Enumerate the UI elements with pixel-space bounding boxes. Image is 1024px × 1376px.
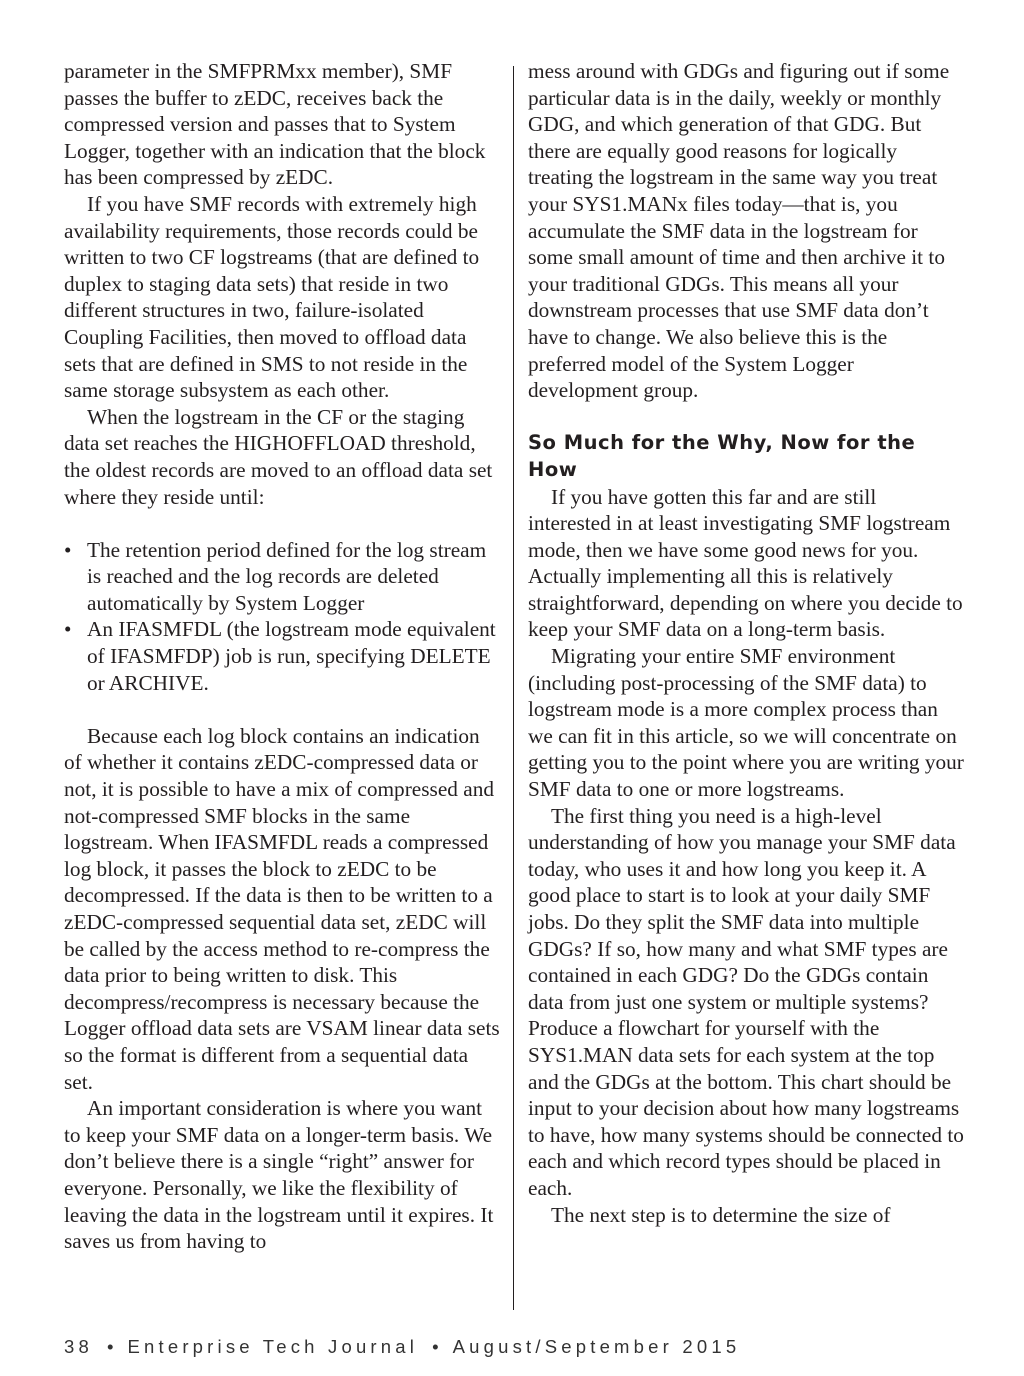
- column-divider: [513, 66, 514, 1310]
- footer-separator: •: [432, 1336, 439, 1357]
- bullet-list: [64, 537, 500, 697]
- paragraph: The next step is to determine the size of: [551, 1202, 891, 1227]
- bullet-item: • An IFASMFDL (the logstream mode equivalent of IFASMFDP) job is run, specifying DELETE or ARCHIVE.: [64, 616, 500, 696]
- page-footer: [64, 1336, 740, 1358]
- paragraph: When the logstream in the CF or the staging data set reaches the HIGHOFFLOAD threshold, the oldest records are moved to an offload data set where they reside until:: [64, 404, 493, 509]
- footer-separator: •: [106, 1336, 114, 1357]
- paragraph: mess around with GDGs and figuring out if some particular data is in the daily, weekly or monthly GDG, and which generation of that GDG. But there are equally good reasons for logically treating the logstream in the same way you treat your SYS1.MANx files today—that is, you accumulate the SMF data in the logstream for some small amount of time and then archive it to your traditional GDGs. This means all your downstream processes that use SMF data don’t have to change. We also believe this is the preferred model of the System Logger development group.: [528, 59, 950, 403]
- bullet-item: • The retention period defined for the log stream is reached and the log records are deleted automatically by System Logger: [64, 537, 500, 617]
- paragraph: The first thing you need is a high-level understanding of how you manage your SMF data today, who uses it and how long you keep it. A good place to start is to look at your daily SMF jobs. Do they split the SMF data into multiple GDGs? If so, how many and what SMF types are contained in each GDG? Do the GDGs contain data from just one system or multiple systems? Produce a flowchart for yourself with the SYS1.MAN data sets for each system at the top and the GDGs at the bottom. This chart should be input to your decision about how many logstreams to have, how many systems should be connected to each and which record types should be placed in each.: [528, 803, 964, 1200]
- paragraph: If you have SMF records with extremely high availability requirements, those records could be written to two CF logstreams (that are defined to duplex to staging data sets) that reside in two different structures in two, failure-isolated Coupling Facilities, then moved to offload data sets that are defined in SMS to not reside in the same storage subsystem as each other.: [64, 191, 480, 403]
- page-number: 38: [64, 1336, 93, 1357]
- right-column: [528, 58, 964, 1228]
- paragraph: Because each log block contains an indication of whether it contains zEDC-compressed data or not, it is possible to have a mix of compressed and not-compressed SMF blocks in the same logstream. When IFASMFDL reads a compressed log block, it passes the block to zEDC to be decompressed. If the data is then to be written to a zEDC-compressed sequential data set, zEDC will be called by the access method to re-compress the data prior to being written to disk. This decompress/recompress is necessary because the Logger offload data sets are VSAM linear data sets so the format is different from a sequential data set.: [64, 723, 500, 1094]
- paragraph: Migrating your entire SMF environment (including post-processing of the SMF data) to logstream mode is a more complex process than we can fit in this article, so we will concentrate on getting you to the point where you are writing your SMF data to one or more logstreams.: [528, 644, 964, 802]
- publication-name: Enterprise Tech Journal: [127, 1336, 419, 1357]
- paragraph: parameter in the SMFPRMxx member), SMF passes the buffer to zEDC, receives back the compressed version and passes that to System Logger, together with an indication that the block has been compressed by zEDC.: [64, 59, 486, 190]
- paragraph: If you have gotten this far and are still interested in at least investigating SMF logstream mode, then we have some good news for you. Actually implementing all this is relatively straightforward, depending on where you decide to keep your SMF data on a long-term basis.: [528, 484, 963, 642]
- paragraph: An important consideration is where you want to keep your SMF data on a longer-term basis. We don’t believe there is a single “right” answer for everyone. Personally, we like the flexibility of leaving the data in the logstream until it expires. It saves us from having to: [64, 1096, 494, 1254]
- left-column: [64, 58, 500, 1255]
- section-heading: So Much for the Why, Now for the How: [528, 431, 916, 481]
- issue-date: August/September 2015: [452, 1336, 741, 1357]
